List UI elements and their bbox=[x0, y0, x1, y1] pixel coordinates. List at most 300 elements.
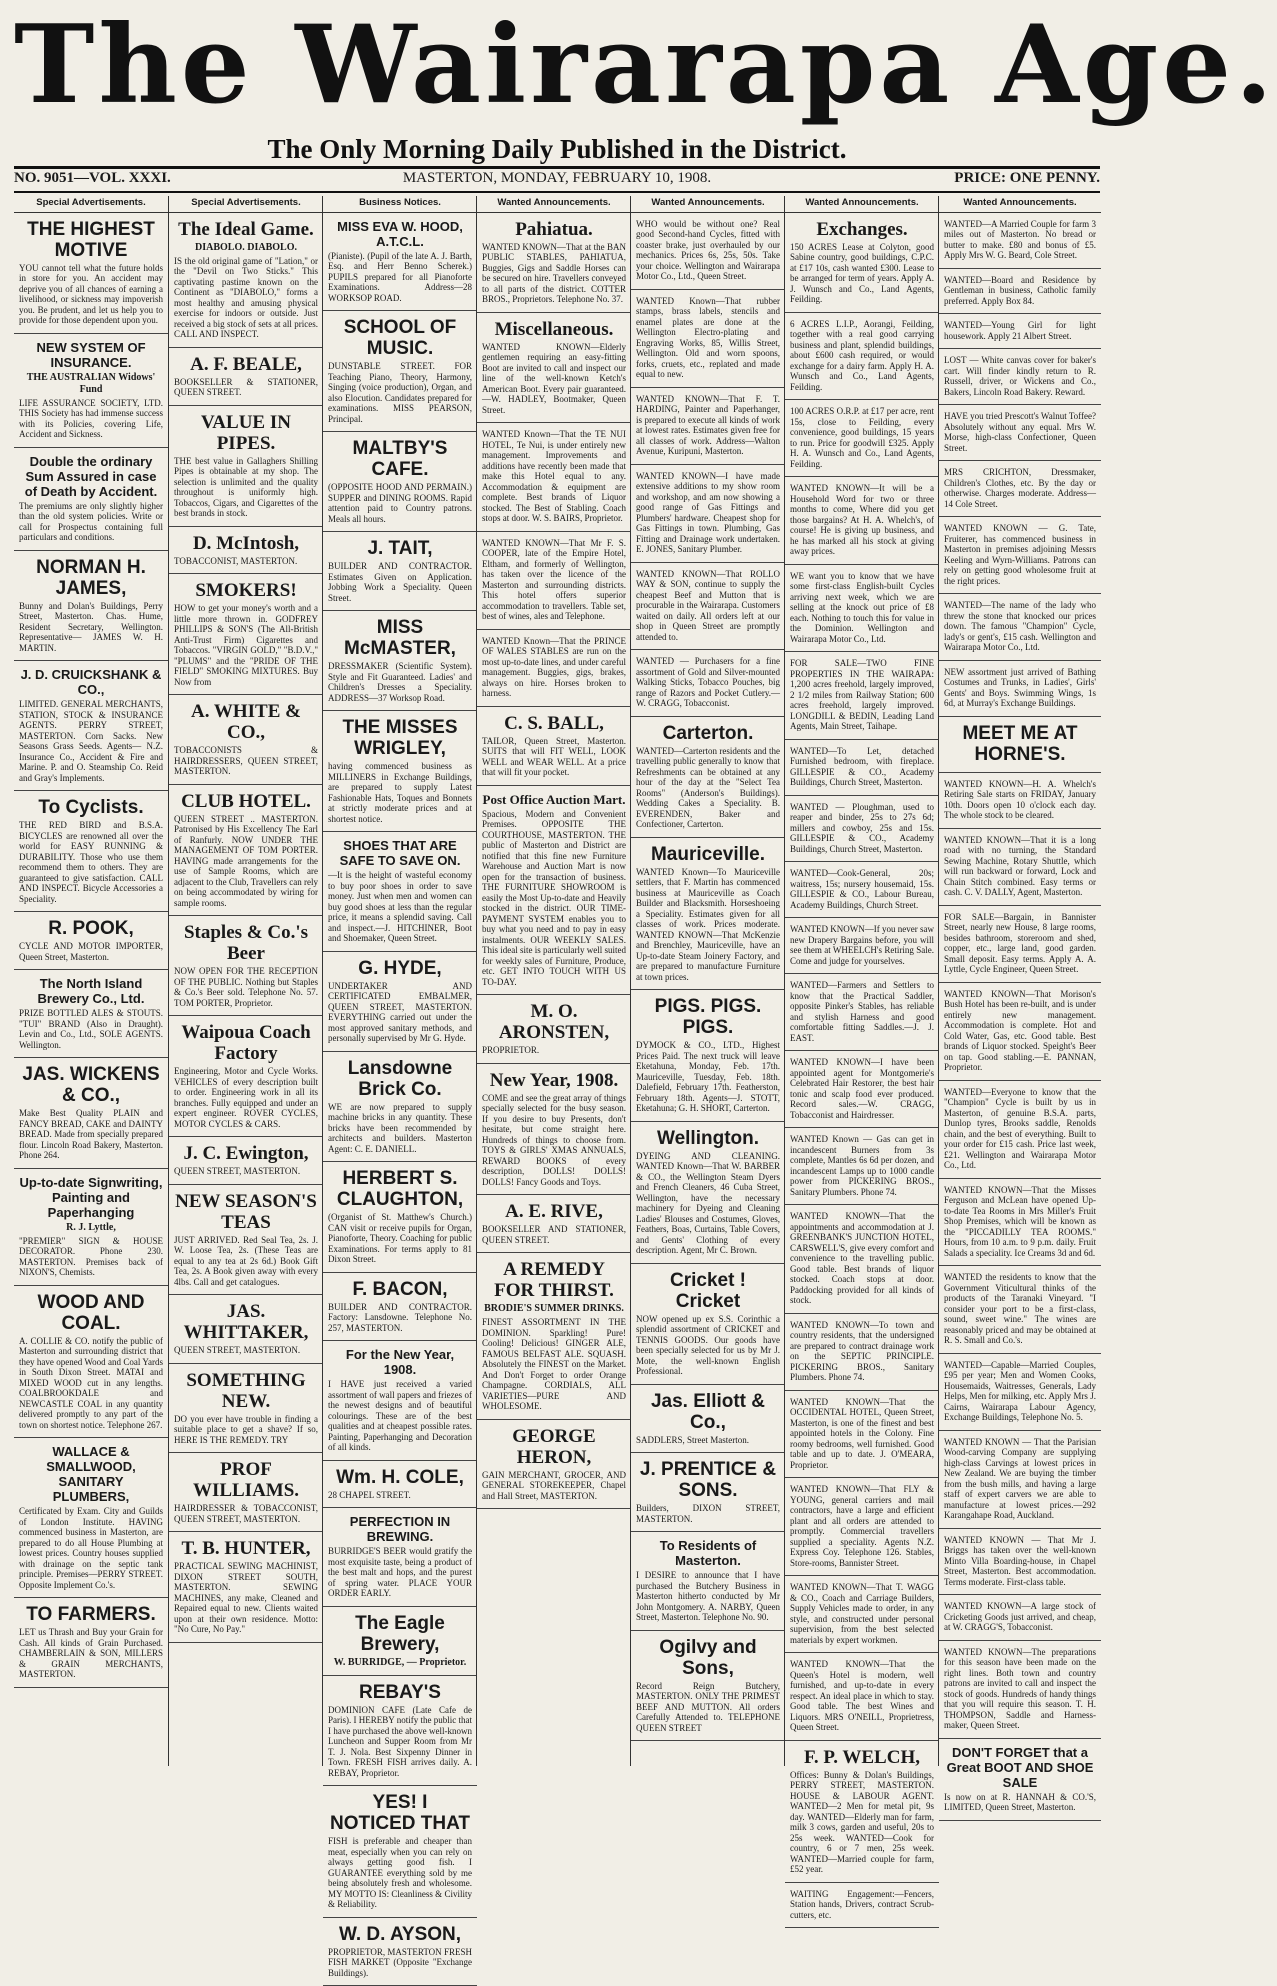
ad-body-text: WANTED Known — Gas can get in incandescent Burners from 3s complete, Mantles 6s 6d per dozen, and incandescent Lamps up to 1000 candle power from PICKERING BROS., Sanitary Plumbers. Phone 74. bbox=[790, 1134, 934, 1197]
ad-heading: Jas. Elliott & Co., bbox=[636, 1391, 780, 1433]
ad-body-text: I HAVE just received a varied assortment of wall papers and friezes of the newest designs and of beautiful colourings. These are of the best qualities and at cheapest possible rates. Painting, Paperhanging and Decoration of all kinds. bbox=[328, 1379, 472, 1453]
advertisement bbox=[939, 906, 1101, 983]
ad-body-text: WANTED KNOWN — G. Tate, Fruiterer, has commenced business in Masterton in premises adjoining Messrs Keeling and Wyrn-Williams. Patrons can rely on getting good wholesome fruit at the right prices. bbox=[944, 523, 1096, 586]
ad-body-text: 6 ACRES L.I.P., Aorangi, Feilding, together with a real good carrying business and plant, splendid buildings, about £600 cash required, or would exchange for a dairy farm. Apply H. A. Wunsch and Co., Land Agents, Feilding. bbox=[790, 319, 934, 393]
advertisement bbox=[477, 532, 631, 630]
ad-heading: THE HIGHEST MOTIVE bbox=[19, 219, 163, 261]
ad-body-text: WANTED Known—That the TE NUI HOTEL, Te Nui, is under entirely new management. Improvements and additions have recently been made that make this Hotel equal to any. Accommodation & equipment are complete. Best brands of Liquor stocked. The Best of Stabling. Coach stops at door. W. S. BAIRS, Proprietor. bbox=[482, 429, 626, 524]
ad-body-text: 150 ACRES Lease at Colyton, good Sabine country, good buildings, C.P.C. at £17 10s, cash wanted £300. Lease to be arranged for term of years. Apply A. J. Wunsch and Co., Land Agents, Feilding. bbox=[790, 242, 934, 305]
advertisement bbox=[169, 785, 323, 917]
advertisement bbox=[939, 349, 1101, 405]
advertisement bbox=[477, 1195, 631, 1253]
advertisement bbox=[631, 1385, 785, 1454]
ad-body-text: FOR SALE—TWO FINE PROPERTIES IN THE WAIRAPA: 1,200 acres freehold, largely improved, 2 1/2 miles from Railway Station; 600 acres freehold, largely improved. LONGDILL & BEDIN, Leading Land Agents, Main Street, Taihape. bbox=[790, 658, 934, 732]
ad-body-text: FOR SALE—Bargain, in Bannister Street, nearly new House, 8 large rooms, besides bathroom, storeroom and shed, copper, etc., large land, good garden. Small deposit. Easy terms. Apply A. A. Lyttle, Cycle Engineer, Queen Street. bbox=[944, 912, 1096, 975]
ad-heading: The North Island Brewery Co., Ltd. bbox=[19, 976, 163, 1006]
ad-heading: SCHOOL OF MUSIC. bbox=[328, 317, 472, 359]
advertisement bbox=[785, 652, 939, 740]
advertisement bbox=[939, 829, 1101, 906]
advertisement bbox=[939, 269, 1101, 315]
ad-body-text: 100 ACRES O.R.P. at £17 per acre, rent 15s, close to Feilding, every convenience, good buildings, 15 years to run. Price for goodwill £325. Apply H. A. Wunsch and Co., Land Agents, Feilding. bbox=[790, 406, 934, 469]
ad-heading: CLUB HOTEL. bbox=[174, 791, 318, 812]
advertisement bbox=[323, 1607, 477, 1676]
advertisement bbox=[323, 213, 477, 312]
ad-body-text: DYMOCK & CO., LTD., Highest Prices Paid. The next truck will leave Eketahuna, Monday, Feb. 17th. Mauriceville, Tuesday, Feb. 18th. Dalefield, February 17th. Featherston, February 18th. Agents—J. STOTT, Eketahuna; G. H. SHORT, Carterton. bbox=[636, 1040, 780, 1114]
ad-body-text: A. COLLIE & CO. notify the public of Masterton and surrounding district that they have opened Wood and Coal Yards in South Dixon Street. MATAI and MIXED WOOD cut in any lengths. COALBROOKDALE and NEWCASTLE COAL in any quantity delivered promptly to any part of the town on shortest notice. Telephone 267. bbox=[19, 1336, 163, 1431]
advertisement bbox=[631, 563, 785, 651]
ad-body-text: HOW to get your money's worth and a little more thrown in. GODFREY PHILLIPS & SON'S (The All-British Anti-Trust Firm) Cigarettes and Tobaccos. "VIRGIN GOLD," "B.D.V.," "PLUMS" and the "PRIDE OF THE FIELD" SMOKING MIXTURES. Buy Now from bbox=[174, 603, 318, 687]
ad-body-text: FINEST ASSORTMENT IN THE DOMINION. Sparkling! Pure! Cooling! Delicious! GINGER ALE, FAMOUS BELFAST ALE. SQUASH. Absolutely the FINEST on the Market. And Don't Forget to order Orange Champagne. CORDIALS, ALL VARIETIES—PURE AND WHOLESOME. bbox=[482, 1317, 626, 1412]
ad-body-text: WANTED KNOWN — That the Parisian Wood-carving Company are supplying high-class Carvings at lowest prices in New Zealand. We are buying the timber from the bush mills, and having a large staff of expert carvers we are able to manufacture at lowest prices.—292 Karangahape Road, Auckland. bbox=[944, 1437, 1096, 1521]
ad-body-text: NEW assortment just arrived of Bathing Costumes and Trunks, in Ladies', Girls' Gents' and Boys. Swimming Wings, 1s 6d, at Murray's Exchange Buildings. bbox=[944, 667, 1096, 709]
ad-body-text: —It is the height of wasteful economy to buy poor shoes in order to save money. Just when men and women can buy good shoes at less than the regular price, it means a splendid saving. Call and inspect.—J. HITCHINER, Boot and Shoemaker, Queen Street. bbox=[328, 870, 472, 944]
ad-body-text: MRS CRICHTON, Dressmaker, Children's Clothes, etc. By the day or otherwise. Charges moderate. Address—14 Cole Street. bbox=[944, 467, 1096, 509]
ad-body-text: Engineering, Motor and Cycle Works. VEHICLES of every description built to order. Engineering work in all its branches. Fully equipped and under an expert engineer. ROVER CYCLES, MOTOR CYCLES & CARS. bbox=[174, 1066, 318, 1129]
advertisement bbox=[14, 791, 168, 912]
advertisement bbox=[939, 1431, 1101, 1529]
ad-heading: HERBERT S. CLAUGHTON, bbox=[328, 1168, 472, 1210]
advertisement bbox=[323, 711, 477, 832]
ad-heading: Wellington. bbox=[636, 1128, 780, 1149]
advertisement bbox=[939, 1081, 1101, 1179]
ad-heading: A. F. BEALE, bbox=[174, 354, 318, 375]
ad-body-text: COME and see the great array of things specially selected for the busy season. If you desire to buy Presents, don't hesitate, but come straight here. Hundreds of things to choose from. TOYS & GIRLS' XMAS ANNUALS, REWARD BOOKS of every description, DOLLS! DOLLS! DOLLS! Fancy Goods and Toys. bbox=[482, 1093, 626, 1188]
ad-heading: WALLACE & SMALLWOOD, SANITARY PLUMBERS, bbox=[19, 1444, 163, 1504]
ad-heading: DON'T FORGET that a Great BOOT AND SHOE SALE bbox=[944, 1745, 1096, 1790]
ad-body-text: BUILDER AND CONTRACTOR. Estimates Given on Application. Jobbing Work a Speciality. Queen Street. bbox=[328, 561, 472, 603]
advertisement bbox=[323, 1786, 477, 1918]
ad-body-text: (Pianiste). (Pupil of the late A. J. Barth, Esq. and Herr Benno Scherek.) PUPILS prepared for all Pianoforte Examinations. Address—28 WORKSOP ROAD. bbox=[328, 251, 472, 304]
advertisement bbox=[631, 1532, 785, 1631]
dateline-bar bbox=[14, 170, 1100, 192]
advertisement bbox=[631, 990, 785, 1122]
advertisement bbox=[169, 213, 323, 348]
ad-heading: Lansdowne Brick Co. bbox=[328, 1058, 472, 1100]
advertisement bbox=[785, 1391, 939, 1479]
ad-body-text: Make Best Quality PLAIN and FANCY BREAD, CAKE and DAINTY BREAD. Made from specially prepared flour. Lincoln Road Bakery, Masterton. Phone 264. bbox=[19, 1108, 163, 1161]
ad-body-text: WE are now prepared to supply machine bricks in any quantity. These bricks have been recommended by architects and builders. Masterton Agent: C. E. DANIELL. bbox=[328, 1102, 472, 1155]
column-6 bbox=[784, 196, 939, 1766]
ad-subheading: BRODIE'S SUMMER DRINKS. bbox=[482, 1303, 626, 1315]
advertisement bbox=[785, 565, 939, 653]
advertisement bbox=[939, 517, 1101, 594]
advertisement bbox=[785, 974, 939, 1051]
ad-body-text: WE want you to know that we have some first-class English-built Cycles arriving next week, which we are selling at the knock out price of £8 each. Nothing to touch this for value in the Dominion. Wellington and Wairarapa Motor Co., Ltd. bbox=[790, 571, 934, 645]
masthead-rule-top bbox=[14, 166, 1100, 169]
ad-body-text: (OPPOSITE HOOD AND PERMAIN.) SUPPER and DINING ROOMS. Rapid attention paid to Country patrons. Meals all hours. bbox=[328, 482, 472, 524]
ad-body-text: YOU cannot tell what the future holds in store for you. An accident may deprive you of all chances of earning a livelihood, or sickness may impoverish you. Be prudent, and let us help you to provide for those dependent upon you. bbox=[19, 263, 163, 326]
column-1 bbox=[14, 196, 168, 1766]
advertisement bbox=[939, 1354, 1101, 1431]
ad-body-text: WHO would be without one? Real good Second-hand Cycles, fitted with coaster brake, just overhauled by our mechanics. Prices 6s, 25s, 50s. Take your choice. Wellington and Wairarapa Motor Co., Ltd., Queen Street. bbox=[636, 219, 780, 282]
advertisement bbox=[169, 574, 323, 695]
issue-number: NO. 9051—VOL. XXXI. bbox=[14, 170, 171, 187]
advertisement bbox=[477, 786, 631, 996]
advertisement bbox=[785, 862, 939, 918]
ad-body-text: Certificated by Exam. City and Guilds of London Institute. HAVING commenced business in Masterton, are prepared to do all House Plumbing at lowest prices. Country houses supplied with drainage on the septic tank principle. Premises—PERRY STREET. Opposite Implement Co.'s. bbox=[19, 1506, 163, 1590]
ad-body-text: WANTED KNOWN—That Mr F. S. COOPER, late of the Empire Hotel, Eltham, and formerly of Wellington, has taken over the licence of the Masterton and surrounding districts. This hotel offers superior accommodation to travellers. Table set, best of wines, ales and Telephone. bbox=[482, 538, 626, 622]
ad-body-text: LIFE ASSURANCE SOCIETY, LTD. THIS Society has had immense success with its Policies, covering Life, Accident and Sickness. bbox=[19, 398, 163, 440]
ad-body-text: WANTED—The name of the lady who threw the stone that knocked our prices down. The famous "Champion" Cycle, lady's or gent's, £15 cash. Wellington and Wairarapa Motor Co., Ltd. bbox=[944, 600, 1096, 653]
ad-heading: F. P. WELCH, bbox=[790, 1747, 934, 1768]
advertisement bbox=[323, 1918, 477, 1986]
ad-body-text: PRACTICAL SEWING MACHINIST, DIXON STREET SOUTH, MASTERTON. SEWING MACHINES, any make, Cleaned and Repaired equal to new. Clients waited upon at their own residence. Motto: "No Cure, No Pay." bbox=[174, 1561, 318, 1635]
ad-body-text: LET us Thrash and Buy your Grain for Cash. All kinds of Grain Purchased. CHAMBERLAIN & SON, MILLERS & GRAIN MERCHANTS, MASTERTON. bbox=[19, 1627, 163, 1680]
ad-heading: PROF WILLIAMS. bbox=[174, 1459, 318, 1501]
ad-body-text: Bunny and Dolan's Buildings, Perry Street, Masterton. Chas. Hume, Resident Secretary, Wellington. Representative— JAMES W. H. MARTIN. bbox=[19, 601, 163, 654]
advertisement bbox=[323, 1273, 477, 1342]
advertisement bbox=[631, 717, 785, 838]
ad-body-text: WANTED KNOWN—That the OCCIDENTAL HOTEL, Queen Street, Masterton, is one of the finest and best appointed hotels in the Colony. Fine roomy bedrooms, well furnished. Good table and up to date. J. O'MEARA, Proprietor. bbox=[790, 1397, 934, 1471]
ad-body-text: WANTED KNOWN—That FLY & YOUNG, general carriers and mail contractors, have a large and efficient plant and all orders are attended to promptly. Commercial travellers supplied a speciality. Agents N.Z. Express Coy. Telephone 126. Stables, Store-rooms, Bannister Street. bbox=[790, 1484, 934, 1568]
ad-body-text: WANTED KNOWN—That it is a long road with no turning, the Standard Sewing Machine, Rotary Shuttle, which will run backward or forward, Lock and Chain Stitch combined. Easy terms or cash. C. V. DALLY, Agent, Masterton. bbox=[944, 835, 1096, 898]
advertisement bbox=[631, 213, 785, 290]
ad-body-text: WANTED Known—To Mauriceville settlers, that F. Martin has commenced business at Mauriceville as Coach Builder and Blacksmith. Horseshoeing a Speciality. Estimates given for all classes of work. Prices moderate. WANTED KNOWN—That McKenzie and Brenchley, Mauriceville, have an Up-to-date Steam Joinery Factory, and are prepared to manufacture Furniture at town prices. bbox=[636, 867, 780, 983]
ad-body-text: DOMINION CAFE (Late Cafe de Paris). I HEREBY notify the public that I have purchased the above well-known Luncheon and Supper Room from Mr T. J. Nola. Best Sixpenny Dinner in Town. FRESH FISH arrives daily. A. REBAY, Proprietor. bbox=[328, 1705, 472, 1779]
advertisement bbox=[169, 1295, 323, 1364]
advertisement bbox=[785, 400, 939, 477]
column-7 bbox=[938, 196, 1101, 1766]
advertisement bbox=[939, 1739, 1101, 1821]
ad-body-text: Spacious, Modern and Convenient Premises. OPPOSITE THE COURTHOUSE, MASTERTON. THE public of Masterton and District are notified that this fine new Furniture Warehouse and Auction Mart is now open for the transaction of business. THE FURNITURE SHOWROOM is easily the Most Up-to-date and Heavily stocked in the district. OUR TIME-PAYMENT SYSTEM enables you to buy what you need and to pay in easy instalments. OUR WEEKLY SALES. This ideal site is particularly well suited for weekly sales of Furniture, Produce, etc. GET INTO TOUCH WITH US TO-DAY. bbox=[482, 809, 626, 988]
advertisement bbox=[631, 1264, 785, 1385]
ad-body-text: WANTED KNOWN—That the appointments and accommodation at J. GREENBANK'S JUNCTION HOTEL, CARSWELL'S, give every comfort and convenience to the travelling public. Good table. Best brands of liquor stocked. Coach stops at door. Paddocking provided for all kinds of stock. bbox=[790, 1211, 934, 1306]
ad-heading: JAS. WICKENS & CO., bbox=[19, 1064, 163, 1106]
ad-heading: J. D. CRUICKSHANK & CO., bbox=[19, 667, 163, 697]
ad-heading: SMOKERS! bbox=[174, 580, 318, 601]
advertisement bbox=[785, 1205, 939, 1314]
ad-heading: T. B. HUNTER, bbox=[174, 1538, 318, 1559]
ad-body-text: 28 CHAPEL STREET. bbox=[328, 1490, 472, 1501]
advertisement bbox=[939, 461, 1101, 517]
ad-body-text: IS the old original game of "Lation," or the "Devil on Two Sticks." This captivating pastime known on the Continent as "DIABOLO," forms a most healthy and amusing physical exercise for indoors or outside. Just received a big stock of sets at all prices. CALL AND INSPECT. bbox=[174, 256, 318, 340]
advertisement bbox=[323, 532, 477, 611]
advertisement bbox=[477, 313, 631, 424]
ad-body-text: WANTED—Young Girl for light housework. Apply 21 Albert Street. bbox=[944, 320, 1096, 341]
advertisement bbox=[14, 1598, 168, 1688]
ad-heading: J. PRENTICE & SONS. bbox=[636, 1459, 780, 1501]
masthead-rule-bottom bbox=[14, 191, 1100, 193]
advertisement bbox=[631, 838, 785, 991]
column-header: Wanted Announcements. bbox=[631, 196, 785, 213]
ad-heading: MEET ME AT HORNE'S. bbox=[944, 723, 1096, 765]
ad-heading: Miscellaneous. bbox=[482, 319, 626, 340]
advertisement bbox=[323, 1162, 477, 1273]
ad-body-text: PRIZE BOTTLED ALES & STOUTS. "TUI" BRAND (Also in Draught). Levin and Co., Ltd., SOLE AGENTS. Wellington. bbox=[19, 1008, 163, 1050]
newspaper-subtitle: The Only Morning Daily Published in the District. bbox=[0, 134, 1114, 165]
advertisement bbox=[785, 213, 939, 313]
ad-body-text: WANTED—Everyone to know that the "Champion" Cycle is built by us in Masterton, of genuine B.S.A. parts, Dunlop tyres, Brooks saddle, Renolds chain, and the best of everything. Built to your order for £15 cash. Price last week, £21. Wellington and Wairarapa Motor Co., Ltd. bbox=[944, 1087, 1096, 1171]
ad-subheading: DIABOLO. DIABOLO. bbox=[174, 242, 318, 254]
ad-heading: A. WHITE & CO., bbox=[174, 701, 318, 743]
ad-heading: C. S. BALL, bbox=[482, 713, 626, 734]
advertisement bbox=[169, 406, 323, 527]
ad-body-text: WANTED—A Married Couple for farm 3 miles out of Masterton. No bread or butter to make. £80 and bonus of £5. Apply Mrs W. G. Beard, Cole Street. bbox=[944, 219, 1096, 261]
column-header: Wanted Announcements. bbox=[477, 196, 631, 213]
ad-heading: WOOD AND COAL. bbox=[19, 1292, 163, 1334]
ad-heading: NEW SYSTEM OF INSURANCE. bbox=[19, 340, 163, 370]
ad-heading: MISS EVA W. HOOD, A.T.C.L. bbox=[328, 219, 472, 249]
ad-body-text: THE best value in Gallaghers Shilling Pipes is obtainable at my shop. The selection is unlimited and the quality throughout is uniformly high. Tobaccos, Cigars, and Cigarettes of the best brands in stock. bbox=[174, 456, 318, 519]
ad-body-text: BOOKSELLER & STATIONER, QUEEN STREET. bbox=[174, 377, 318, 398]
advertisement bbox=[939, 1179, 1101, 1267]
ad-body-text: DO you ever have trouble in finding a suitable place to get a shave? If so, HERE IS THE REMEDY. TRY bbox=[174, 1414, 318, 1446]
ad-body-text: SADDLERS, Street Masterton. bbox=[636, 1435, 780, 1446]
ad-body-text: WANTED KNOWN—I have been appointed agent for Montgomerie's Celebrated Hair Restorer, the best hair tonic and scalp food ever produced. Record sales.—W. CRAGG, Tobacconist and Hairdresser. bbox=[790, 1057, 934, 1120]
ad-heading: Pahiatua. bbox=[482, 219, 626, 240]
ad-body-text: WANTED the residents to know that the Government Viticultural thinks of the products of the Taranaki Vineyard. "I consider your port to be a first-class, sound, sweet wine." The wines are reasonably priced and may be obtained at R. S. Small and Co.'s. bbox=[944, 1272, 1096, 1346]
column-header: Business Notices. bbox=[323, 196, 477, 213]
ad-heading: D. McIntosh, bbox=[174, 533, 318, 554]
ad-body-text: WANTED KNOWN—That F. T. HARDING, Painter and Paperhanger, is prepared to execute all kinds of work at lowest rates. Estimates given free for all classes of work. Address—Walton Avenue, Kuripuni, Masterton. bbox=[636, 394, 780, 457]
ad-heading: For the New Year, 1908. bbox=[328, 1347, 472, 1377]
ad-body-text: WANTED KNOWN—That the Misses Ferguson and McLean have opened Up-to-date Tea Rooms in Mrs Miller's Fruit Shop Premises, which will be known as the "PICCADILLY TEA ROOMS." Hours, from 10 a.m. to 9 p.m. daily. Fruit Salads a speciality. Ice Creams 3d and 6d. bbox=[944, 1185, 1096, 1259]
advertisement bbox=[14, 448, 168, 551]
ad-heading: THE MISSES WRIGLEY, bbox=[328, 717, 472, 759]
advertisement bbox=[785, 477, 939, 565]
ad-body-text: WANTED KNOWN—It will be a Household Word for two or three months to come, Where did you get those bargains? At H. A. Whelch's, of course! He is giving up business, and he has marked all his stock at giving away prices. bbox=[790, 483, 934, 557]
ad-body-text: GAIN MERCHANT, GROCER, AND GENERAL STOREKEEPER, Chapel and Hall Street, MASTERTON. bbox=[482, 1470, 626, 1502]
ad-heading: Exchanges. bbox=[790, 219, 934, 240]
ad-heading: New Year, 1908. bbox=[482, 1070, 626, 1091]
ad-body-text: QUEEN STREET, MASTERTON. bbox=[174, 1166, 318, 1177]
ad-body-text: LOST — White canvas cover for baker's cart. Will finder kindly return to R. Russell, driver, or Wickens and Co., Bakers, Lincoln Road Bakery. Reward. bbox=[944, 355, 1096, 397]
ad-heading: Wm. H. COLE, bbox=[328, 1467, 472, 1488]
advertisement bbox=[169, 348, 323, 406]
ad-body-text: TAILOR, Queen Street, Masterton. SUITS that will FIT WELL, LOOK WELL and WEAR WELL. At a price that will fit your pocket. bbox=[482, 736, 626, 778]
advertisement bbox=[939, 1595, 1101, 1641]
ad-body-text: PROPRIETOR. bbox=[482, 1045, 626, 1056]
advertisement bbox=[14, 912, 168, 970]
masthead bbox=[0, 0, 1114, 185]
ad-heading: R. POOK, bbox=[19, 918, 163, 939]
advertisement bbox=[14, 551, 168, 662]
ad-body-text: JUST ARRIVED. Red Seal Tea, 2s. J. W. Loose Tea, 2s. (These Teas are equal to any tea at 2s 6d.) Book Gift Tea, 2s. A Book given away with every 4lbs. Call and get catalogues. bbox=[174, 1235, 318, 1288]
advertisement bbox=[939, 983, 1101, 1081]
ad-body-text: HAIRDRESSER & TOBACCONIST, QUEEN STREET, MASTERTON. bbox=[174, 1503, 318, 1524]
ad-body-text: LIMITED. GENERAL MERCHANTS, STATION, STOCK & INSURANCE AGENTS. PERRY STREET, MASTERTON. Corn Sacks. New Seasons Grass Seeds. Agents— N.Z. Insurance Co., Accident & Fire and Marine. P. and O. Steamship Co. Reid and Gray's Implements. bbox=[19, 699, 163, 783]
advertisement bbox=[939, 314, 1101, 349]
advertisement bbox=[14, 213, 168, 334]
advertisement bbox=[323, 311, 477, 432]
advertisement bbox=[477, 707, 631, 786]
columns-area bbox=[14, 196, 1100, 1766]
ad-body-text: BURRIDGE'S BEER would gratify the most exquisite taste, being a product of the best malt and hops, and the purest of spring water. PLACE YOUR ORDER EARLY. bbox=[328, 1546, 472, 1599]
ad-body-text: FISH is preferable and cheaper than meat, especially when you can rely on always getting good fish. I GUARANTEE everything sold by me being absolutely fresh and wholesome. MY MOTTO IS: Cleanliness & Civility & Reliability. bbox=[328, 1836, 472, 1910]
ad-body-text: WANTED KNOWN—To town and country residents, that the undersigned are prepared to contract drainage work on the SEPTIC PRINCIPLE. PICKERING BROS., Sanitary Plumbers. Phone 74. bbox=[790, 1320, 934, 1383]
advertisement bbox=[169, 695, 323, 785]
ad-body-text: WANTED—Cook-General, 20s; waitress, 15s; nursery housemaid, 15s. GILLESPIE & CO., Labour Bureau, Academy Buildings, Church Street. bbox=[790, 868, 934, 910]
advertisement bbox=[939, 773, 1101, 829]
ad-body-text: CYCLE AND MOTOR IMPORTER, Queen Street, Masterton. bbox=[19, 941, 163, 962]
ad-heading: J. C. Ewington, bbox=[174, 1143, 318, 1164]
ad-body-text: NOW opened up ex S.S. Corinthic a splendid assortment of CRICKET and TENNIS GOODS. Our goods have been specially selected for us by Mr J. Mote, the well-known English Professional. bbox=[636, 1314, 780, 1377]
advertisement bbox=[785, 796, 939, 863]
advertisement bbox=[323, 1676, 477, 1787]
column-header: Special Advertisements. bbox=[169, 196, 323, 213]
advertisement bbox=[323, 611, 477, 711]
advertisement bbox=[631, 650, 785, 717]
advertisement bbox=[785, 1741, 939, 1883]
ad-heading: Up-to-date Signwriting, Painting and Paperhanging bbox=[19, 1175, 163, 1220]
column-2 bbox=[168, 196, 323, 1766]
newspaper-title: The Wairarapa Age. bbox=[14, 4, 1100, 126]
advertisement bbox=[477, 1064, 631, 1196]
ad-heading: Staples & Co.'s Beer bbox=[174, 922, 318, 964]
ad-body-text: WANTED KNOWN—Elderly gentlemen requiring an easy-fitting Boot are invited to call and inspect our line of the well-known Ketch's American Boot. Every pair guaranteed.—W. HADLEY, Bootmaker, Queen Street. bbox=[482, 342, 626, 416]
advertisement bbox=[169, 1016, 323, 1137]
advertisement bbox=[939, 1529, 1101, 1596]
advertisement bbox=[323, 1052, 477, 1163]
column-header: Wanted Announcements. bbox=[785, 196, 939, 213]
advertisement bbox=[14, 1438, 168, 1598]
ad-body-text: QUEEN STREET, MASTERTON. bbox=[174, 1345, 318, 1356]
advertisement bbox=[477, 1253, 631, 1420]
ad-heading: REBAY'S bbox=[328, 1682, 472, 1703]
ad-heading: VALUE IN PIPES. bbox=[174, 412, 318, 454]
ad-body-text: The premiums are only slightly higher than the old system policies. Write or call for Prospectus containing full particulars and conditions. bbox=[19, 501, 163, 543]
advertisement bbox=[323, 432, 477, 532]
advertisement bbox=[939, 1266, 1101, 1354]
advertisement bbox=[169, 1364, 323, 1454]
advertisement bbox=[939, 213, 1101, 269]
ad-subheading: R. J. Lyttle, bbox=[19, 1222, 163, 1234]
ad-body-text: I DESIRE to announce that I have purchased the Butchery Business in Masterton hitherto conducted by Mr John Montgomery. A. NARBY, Queen Street, Masterton. Telephone No. 90. bbox=[636, 1570, 780, 1623]
advertisement bbox=[631, 465, 785, 563]
ad-subheading: THE AUSTRALIAN Widows' Fund bbox=[19, 372, 163, 396]
advertisement bbox=[631, 1453, 785, 1532]
advertisement bbox=[169, 916, 323, 1016]
ad-heading: G. HYDE, bbox=[328, 958, 472, 979]
ad-body-text: WANTED — Purchasers for a fine assortment of Gold and Silver-mounted Walking Sticks, Tobacco Pouches, big range of Razors and Pocket Cutlery.—W. CRAGG, Tobacconist. bbox=[636, 656, 780, 709]
advertisement bbox=[939, 1641, 1101, 1739]
ad-body-text: "PREMIER" SIGN & HOUSE DECORATOR. Phone 230. MASTERTON. Premises back of NIXON'S, Chemists. bbox=[19, 1236, 163, 1278]
ad-body-text: WANTED KNOWN—That Morison's Bush Hotel has been re-built, and is under entirely new management. Accommodation is complete. Hot and Cold Water, Gas, etc. Good table. Best brands of Liquor stocked. Speight's Beer on tap. Good stabling.—E. PANNAN, Proprietor. bbox=[944, 989, 1096, 1073]
column-header: Special Advertisements. bbox=[14, 196, 168, 213]
ad-subheading: W. BURRIDGE, — Proprietor. bbox=[328, 1657, 472, 1669]
ad-body-text: WANTED Known—That the PRINCE OF WALES STABLES are run on the most up-to-date lines, and under careful management. Buggies, gigs, brakes, always on hire. Horses broken to harness. bbox=[482, 636, 626, 699]
ad-heading: Mauriceville. bbox=[636, 844, 780, 865]
ad-body-text: Offices: Bunny & Dolan's Buildings, PERRY STREET, MASTERTON. HOUSE & LABOUR AGENT. WANTED—2 Men for metal pit, 9s day. WANTED—Elderly man for farm, milk 3 cows, garden and useful, 20s to 25s week. WANTED—Cook for country, 6 or 7 men, 25s week. WANTED—Married couple for farm, £52 year. bbox=[790, 1770, 934, 1875]
ad-body-text: WANTED KNOWN—H. A. Whelch's Retiring Sale starts on FRIDAY, January 10th. Doors open 10 o'clock each day. The whole stock to be cleared. bbox=[944, 779, 1096, 821]
ad-heading: PERFECTION IN BREWING. bbox=[328, 1514, 472, 1544]
ad-heading: SHOES THAT ARE SAFE TO SAVE ON. bbox=[328, 838, 472, 868]
advertisement bbox=[169, 527, 323, 575]
advertisement bbox=[631, 1122, 785, 1264]
ad-body-text: TOBACCONISTS & HAIRDRESSERS, QUEEN STREET, MASTERTON. bbox=[174, 745, 318, 777]
advertisement bbox=[169, 1185, 323, 1296]
ad-heading: MISS McMASTER, bbox=[328, 617, 472, 659]
ad-body-text: WANTED KNOWN—That at the BAN PUBLIC STABLES, PAHIATUA, Buggies, Gigs and Saddle Horses can be secured on hire. Travellers conveyed to all parts of the district. COTTER BROS., Proprietors. Telephone No. 37. bbox=[482, 242, 626, 305]
advertisement bbox=[14, 334, 168, 448]
ad-heading: To Residents of Masterton. bbox=[636, 1538, 780, 1568]
advertisement bbox=[939, 717, 1101, 773]
ad-body-text: WANTED KNOWN—I have made extensive additions to my show room and workshop, and am now showing a good range of Gas Fittings and Plumbers' hardware. Cheapest shop for Gas Fittings in town. Plumbing, Gas Fitting and Drainage work undertaken. E. JONES, Sanitary Plumber. bbox=[636, 471, 780, 555]
ad-heading: GEORGE HERON, bbox=[482, 1426, 626, 1468]
advertisement bbox=[785, 1653, 939, 1741]
advertisement bbox=[785, 1051, 939, 1128]
column-3 bbox=[322, 196, 477, 1766]
advertisement bbox=[785, 1883, 939, 1929]
ad-body-text: WANTED KNOWN—The preparations for this season have been made on the right lines. Both town and country patrons are invited to call and inspect the stock of goods. Hundreds of handy things that you will require this season. T. H. THOMPSON, Saddle and Harness-maker, Queen Street. bbox=[944, 1647, 1096, 1731]
ad-body-text: Builders, DIXON STREET, MASTERTON. bbox=[636, 1503, 780, 1524]
ad-heading: MALTBY'S CAFE. bbox=[328, 438, 472, 480]
ad-heading: TO FARMERS. bbox=[19, 1604, 163, 1625]
advertisement bbox=[939, 405, 1101, 461]
ad-body-text: WANTED—To Let, detached Furnished bedroom, with fireplace. GILLESPIE & CO., Academy Buildings, Church Street, Masterton. bbox=[790, 746, 934, 788]
ad-body-text: WANTED—Carterton residents and the travelling public generally to know that Refreshments can be obtained at any hour of the day at the "Select Tea Rooms" (Anderson's Buildings). Wedding Cakes a Speciality. B. EVERENDEN, Baker and Confectioner, Carterton. bbox=[636, 746, 780, 830]
advertisement bbox=[323, 832, 477, 952]
ad-body-text: WAITING Engagement:—Fencers, Station hands, Drivers, contract Scrub-cutters, etc. bbox=[790, 1889, 934, 1921]
ad-body-text: having commenced business as MILLINERS in Exchange Buildings, are prepared to supply Latest Fashionable Hats, Toques and Bonnets at strictly moderate prices and at shortest notice. bbox=[328, 761, 472, 824]
ad-body-text: WANTED KNOWN—That T. WAGG & CO., Coach and Carriage Builders, Supply Vehicles made to order, in any style, and constructed under personal supervision, from the best selected materials by expert workmen. bbox=[790, 1582, 934, 1645]
advertisement bbox=[323, 1341, 477, 1461]
ad-heading: SOMETHING NEW. bbox=[174, 1370, 318, 1412]
column-5 bbox=[630, 196, 785, 1766]
ad-body-text: BOOKSELLER AND STATIONER, QUEEN STREET. bbox=[482, 1224, 626, 1245]
advertisement bbox=[14, 970, 168, 1058]
ad-body-text: (Organist of St. Matthew's Church.) CAN visit or receive pupils for Organ, Pianoforte, Theory. Coaching for public Examinations. For terms apply to 81 Dixon Street. bbox=[328, 1212, 472, 1265]
dateline: MASTERTON, MONDAY, FEBRUARY 10, 1908. bbox=[14, 170, 1100, 187]
ad-heading: Carterton. bbox=[636, 723, 780, 744]
ad-body-text: WANTED — Ploughman, used to reaper and binder, 25s to 27s 6d; millers and cowboy, 25s and 15s. GILLESPIE & CO., Academy Buildings, Church Street, Masterton. bbox=[790, 802, 934, 855]
advertisement bbox=[169, 1453, 323, 1532]
ad-body-text: DYEING AND CLEANING. WANTED Known—That W. BARBER & CO., the Wellington Steam Dyers and French Cleaners, 46 Cuba Street, Wellington, have the necessary machinery for Dyeing and Cleaning Ladies' Blouses and Costumes, Gloves, Feathers, Boas, Curtains, Table Covers, and Gents' Clothing of every description. Agent, Mr C. Brown. bbox=[636, 1151, 780, 1256]
ad-heading: YES! I NOTICED THAT bbox=[328, 1792, 472, 1834]
advertisement bbox=[477, 423, 631, 532]
advertisement bbox=[631, 388, 785, 465]
ad-body-text: WANTED KNOWN—That ROLLO WAY & SON, continue to supply the cheapest Beef and Mutton that is procurable in the Wairarapa. Customers waited on daily. All orders left at our shop in Queen Street are promptly attended to. bbox=[636, 569, 780, 643]
advertisement bbox=[14, 1169, 168, 1286]
advertisement bbox=[323, 1461, 477, 1509]
ad-heading: Ogilvy and Sons, bbox=[636, 1637, 780, 1679]
ad-body-text: WANTED KNOWN—That the Queen's Hotel is modern, well furnished, and up-to-date in every respect. An ideal place in which to stay. Good table. The best Wines and Liquors. MRS O'NEILL, Proprietress, Queen Street. bbox=[790, 1659, 934, 1733]
advertisement bbox=[785, 1576, 939, 1653]
ad-body-text: WANTED—Board and Residence by Gentleman in business, Catholic family preferred. Apply Box 84. bbox=[944, 275, 1096, 307]
ad-heading: JAS. WHITTAKER, bbox=[174, 1301, 318, 1343]
advertisement bbox=[631, 1631, 785, 1742]
ad-heading: NEW SEASON'S TEAS bbox=[174, 1191, 318, 1233]
advertisement bbox=[14, 1058, 168, 1169]
ad-heading: PIGS. PIGS. PIGS. bbox=[636, 996, 780, 1038]
ad-heading: Double the ordinary Sum Assured in case of Death by Accident. bbox=[19, 454, 163, 499]
ad-body-text: TOBACCONIST, MASTERTON. bbox=[174, 556, 318, 567]
advertisement bbox=[14, 1286, 168, 1439]
ad-body-text: WANTED KNOWN—A large stock of Cricketing Goods just arrived, and cheap, at W. CRAGG'S, Tobacconist. bbox=[944, 1601, 1096, 1633]
ad-heading: Post Office Auction Mart. bbox=[482, 792, 626, 807]
advertisement bbox=[785, 1314, 939, 1391]
ad-heading: NORMAN H. JAMES, bbox=[19, 557, 163, 599]
ad-heading: M. O. ARONSTEN, bbox=[482, 1001, 626, 1043]
ad-body-text: WANTED KNOWN—If you never saw new Drapery Bargains before, you will see them at WHEELCH's Retiring Sale. Come and judge for yourselves. bbox=[790, 924, 934, 966]
advertisement bbox=[14, 661, 168, 791]
ad-heading: To Cyclists. bbox=[19, 797, 163, 818]
advertisement bbox=[785, 1128, 939, 1205]
advertisement bbox=[939, 594, 1101, 661]
ad-body-text: WANTED—Capable—Married Couples, £95 per year; Men and Women Cooks, Housemaids, Waitresses, Generals, Lady Helps, Men for milking, etc. Apply Mrs J. Cairns, Wairarapa Labour Agency, Exchange Buildings, Telephone No. 5. bbox=[944, 1360, 1096, 1423]
advertisement bbox=[477, 1420, 631, 1510]
ad-body-text: THE RED BIRD and B.S.A. BICYCLES are renowned all over the world for EASY RUNNING & DURABILITY. Those who use them recommend them to others. They are guaranteed to give satisfaction. CALL AND INSPECT. Bicycle Accessories a Speciality. bbox=[19, 820, 163, 904]
ad-body-text: WANTED Known—That rubber stamps, brass labels, stencils and enamel plates are done at the Wellington Electro-plating and Engraving Works, 85, Willis Street, Wellington. Old and worn spoons, forks, cruets, etc., replated and made equal to new. bbox=[636, 296, 780, 380]
ad-body-text: UNDERTAKER AND CERTIFICATED EMBALMER, QUEEN STREET, MASTERTON. EVERYTHING carried out under the most approved sanitary methods, and personally supervised by Mr G. Hyde. bbox=[328, 981, 472, 1044]
advertisement bbox=[477, 213, 631, 313]
ad-body-text: DRESSMAKER (Scientific System). Style and Fit Guaranteed. Ladies' and Children's Dresses a Speciality. ADDRESS—37 Worksop Road. bbox=[328, 661, 472, 703]
column-4 bbox=[476, 196, 631, 1766]
column-header: Wanted Announcements. bbox=[939, 196, 1101, 213]
advertisement bbox=[631, 290, 785, 388]
advertisement bbox=[939, 661, 1101, 717]
ad-body-text: NOW OPEN FOR THE RECEPTION OF THE PUBLIC. Nothing but Staples & Co.'s Beer sold. Telephone No. 57. TOM PORTER, Proprietor. bbox=[174, 966, 318, 1008]
